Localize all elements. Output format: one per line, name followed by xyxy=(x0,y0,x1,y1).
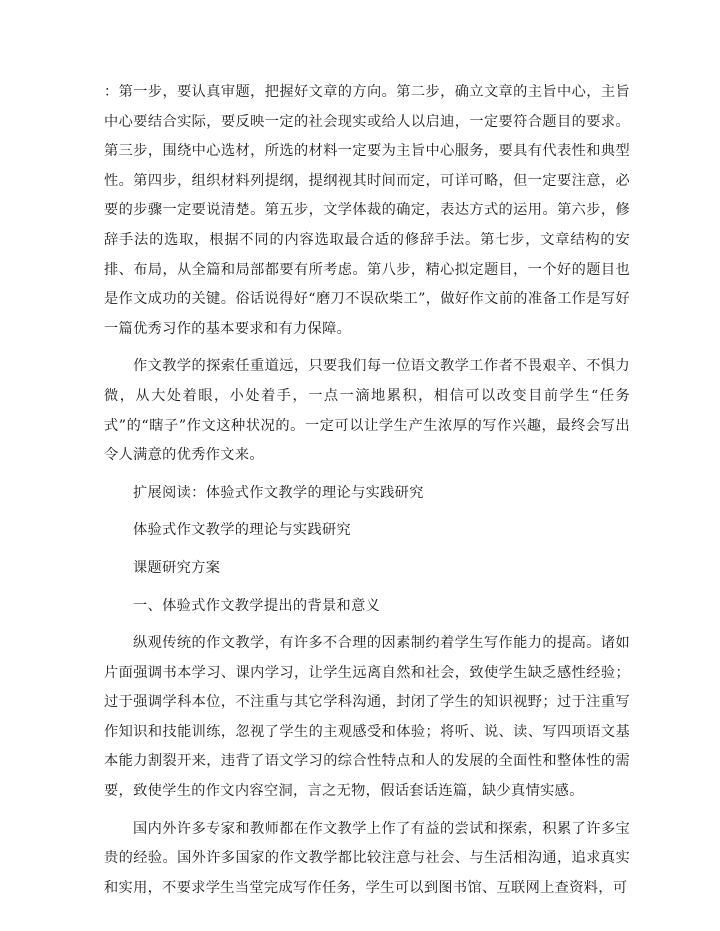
paragraph-domestic-foreign-experience: 国内外许多专家和教师都在作文教学上作了有益的尝试和探索，积累了许多宝贵的经验。国外许多国家的作文教学都比较注意与社会、与生活相沟通，追求真实和实用，不要求学生当堂完成写作任务，学生可以到图书馆、互联网上查资料，可 xyxy=(104,820,630,896)
paragraph-teaching-exploration: 作文教学的探索任重道远，只要我们每一位语文教学工作者不畏艰辛、不惧力微，从大处着眼，小处着手，一点一滴地累积，相信可以改变目前学生“任务式”的“瞎子”作文这种状况的。一定可以让学生产生浓厚的写作兴趣，最终会写出令人满意的优秀作文来。 xyxy=(104,358,630,464)
heading-research-plan: 课题研究方案 xyxy=(133,559,221,576)
heading-article-title: 体验式作文教学的理论与实践研究 xyxy=(133,522,352,539)
paragraph-traditional-teaching: 纵观传统的作文教学，有许多不合理的因素制约着学生写作能力的提高。诸如片面强调书本学习、课内学习，让学生远离自然和社会，致使学生缺乏感性经验；过于强调学科本位，不注重与其它学科沟通，封闭了学生的知识视野；过于注重写作知识和技能训练，忽视了学生的主观感受和体验；将听、说、读、写四项语文基本能力割裂开来，违背了语文学习的综合性特点和人的发展的全面性和整体性的需要，致使学生的作文内容空洞，言之无物，假话套话连篇，缺少真情实感。 xyxy=(104,635,630,800)
heading-extended-reading: 扩展阅读：体验式作文教学的理论与实践研究 xyxy=(133,484,424,501)
document-page xyxy=(104,78,630,903)
paragraph-writing-steps: ：第一步，要认真审题，把握好文章的方向。第二步，确立文章的主旨中心，主旨中心要结合实际，要反映一定的社会现实或给人以启迪，一定要符合题目的要求。第三步，围绕中心选材，所选的材料一定要为主旨中心服务，要具有代表性和典型性。第四步，组织材料列提纲，提纲视其时间而定，可详可略，但一定要注意，必要的步骤一定要说清楚。第五步，文学体裁的确定，表达方式的运用。第六步，修辞手法的选取，根据不同的内容选取最合适的修辞手法。第七步，文章结构的安排、布局，从全篇和局部都要有所考虑。第八步，精心拟定题目，一个好的题目也是作文成功的关键。俗话说得好“磨刀不误砍柴工”，做好作文前的准备工作是写好一篇优秀习作的基本要求和有力保障。 xyxy=(104,84,630,337)
heading-section-background: 一、体验式作文教学提出的背景和意义 xyxy=(133,597,381,614)
